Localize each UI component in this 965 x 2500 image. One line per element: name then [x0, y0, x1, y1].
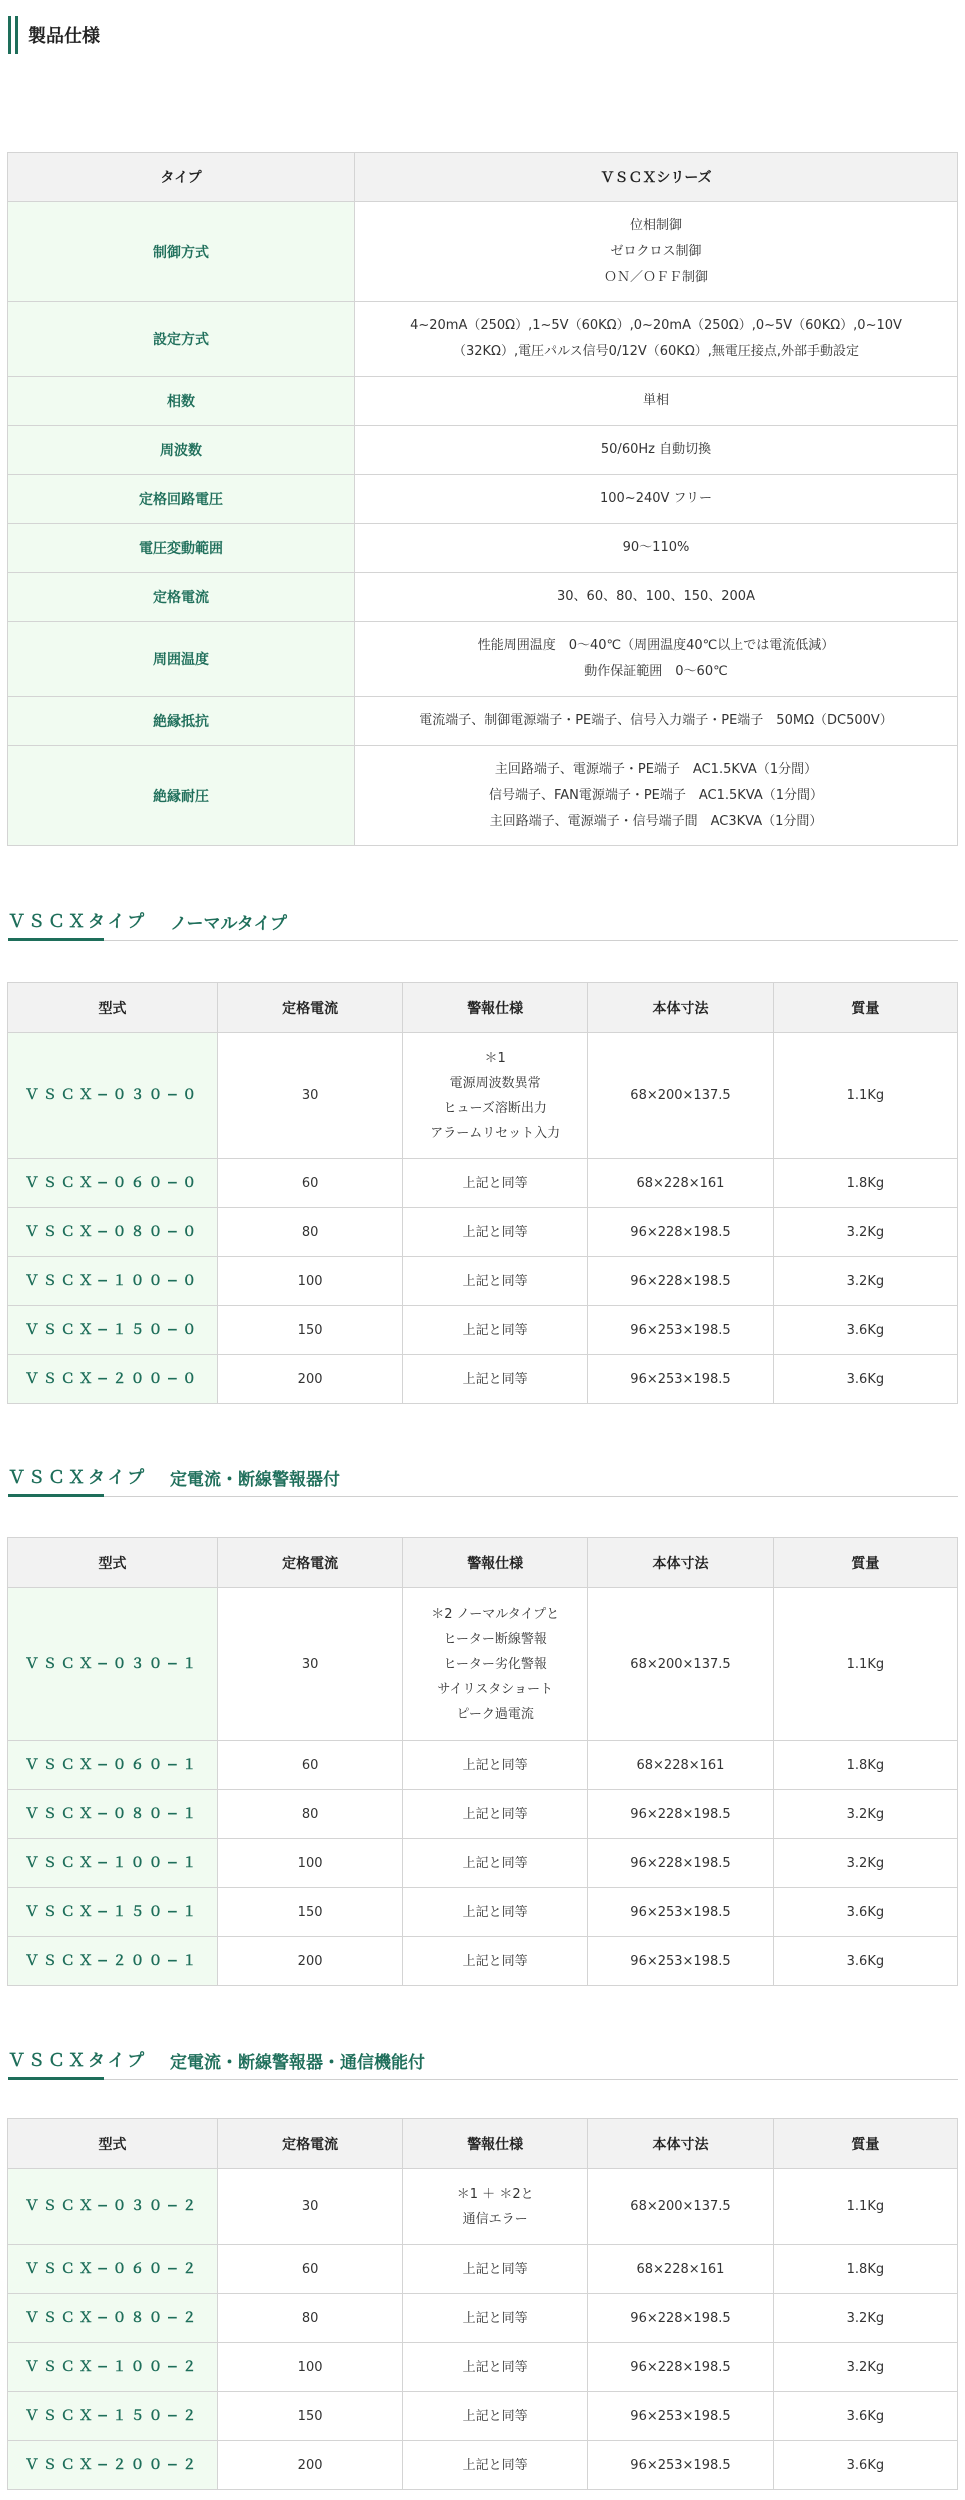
- model-row: [8, 1839, 958, 1888]
- mass-cell: 3.2Kg: [773, 2294, 957, 2343]
- alarm-cell: [403, 1839, 588, 1888]
- mass-cell: 3.2Kg: [773, 1839, 957, 1888]
- size-cell: 96×253×198.5: [588, 1888, 774, 1937]
- alarm-cell: [403, 1306, 588, 1355]
- spec-value: [355, 573, 958, 622]
- section-subtitle: ノーマルタイプ: [170, 914, 287, 934]
- model-cell: ＶＳＣＸ−２００−０: [8, 1355, 218, 1404]
- alarm-line: 上記と同等: [462, 1322, 528, 1338]
- model-row: [8, 1257, 958, 1306]
- model-cell: ＶＳＣＸ−０６０−２: [8, 2245, 218, 2294]
- spec-label: 電圧変動範囲: [8, 524, 355, 573]
- col-mass: 質量: [773, 983, 957, 1033]
- spec-table: [7, 152, 958, 846]
- model-row: [8, 1208, 958, 1257]
- spec-value-line: 動作保証範囲 0〜60℃: [584, 664, 728, 679]
- spec-row: [8, 622, 958, 697]
- col-model: 型式: [8, 2119, 218, 2169]
- col-size: 本体寸法: [588, 983, 774, 1033]
- size-cell: 68×228×161: [588, 1741, 774, 1790]
- spec-value: [355, 622, 958, 697]
- spec-row: [8, 426, 958, 475]
- current-cell: 100: [218, 2343, 403, 2392]
- alarm-line: 上記と同等: [462, 1371, 528, 1387]
- spec-value-line: ＯＮ／ＯＦＦ制御: [603, 269, 708, 285]
- size-cell: 96×253×198.5: [588, 2441, 774, 2490]
- spec-value-line: 50/60Hz 自動切換: [600, 442, 712, 457]
- alarm-cell: [403, 1790, 588, 1839]
- alarm-cell: [403, 1588, 588, 1741]
- alarm-line: ピーク過電流: [456, 1706, 534, 1722]
- spec-value: [355, 697, 958, 746]
- section-type-label: ＶＳＣＸタイプ: [8, 1463, 104, 1497]
- spec-label: 絶縁抵抗: [8, 697, 355, 746]
- spec-label: 制御方式: [8, 202, 355, 302]
- current-cell: 60: [218, 2245, 403, 2294]
- alarm-line: ヒューズ溶断出力: [443, 1100, 547, 1116]
- spec-row: [8, 746, 958, 846]
- alarm-line: 上記と同等: [462, 2359, 528, 2375]
- col-current: 定格電流: [218, 1538, 403, 1588]
- section-heading-constant-current: [8, 1460, 958, 1497]
- current-cell: 30: [218, 2169, 403, 2245]
- spec-row: [8, 524, 958, 573]
- model-header-row: [8, 983, 958, 1033]
- model-cell: ＶＳＣＸ−０３０−１: [8, 1588, 218, 1741]
- spec-value-line: 電流端子、制御電源端子・PE端子、信号入力端子・PE端子 50MΩ（DC500V）: [419, 713, 893, 728]
- size-cell: 96×228×198.5: [588, 2343, 774, 2392]
- col-current: 定格電流: [218, 2119, 403, 2169]
- spec-row: [8, 475, 958, 524]
- model-cell: ＶＳＣＸ−０８０−１: [8, 1790, 218, 1839]
- size-cell: 96×253×198.5: [588, 1355, 774, 1404]
- spec-value-line: ゼロクロス制御: [610, 243, 702, 259]
- size-cell: 68×200×137.5: [588, 2169, 774, 2245]
- spec-header-type: タイプ: [8, 153, 355, 202]
- alarm-line: 上記と同等: [462, 1904, 528, 1920]
- model-row: [8, 1741, 958, 1790]
- current-cell: 150: [218, 2392, 403, 2441]
- alarm-line: 上記と同等: [462, 2408, 528, 2424]
- spec-label: 相数: [8, 377, 355, 426]
- size-cell: 96×228×198.5: [588, 1839, 774, 1888]
- alarm-line: ヒーター断線警報: [443, 1631, 547, 1647]
- model-cell: ＶＳＣＸ−１５０−１: [8, 1888, 218, 1937]
- current-cell: 150: [218, 1306, 403, 1355]
- size-cell: 96×228×198.5: [588, 1208, 774, 1257]
- col-alarm: 警報仕様: [403, 2119, 588, 2169]
- col-size: 本体寸法: [588, 1538, 774, 1588]
- size-cell: 68×228×161: [588, 2245, 774, 2294]
- model-cell: ＶＳＣＸ−１００−２: [8, 2343, 218, 2392]
- col-current: 定格電流: [218, 983, 403, 1033]
- mass-cell: 3.2Kg: [773, 1257, 957, 1306]
- model-row: [8, 2245, 958, 2294]
- model-table-normal: [7, 982, 958, 1404]
- model-row: [8, 1306, 958, 1355]
- alarm-cell: [403, 1159, 588, 1208]
- spec-value-line: 単相: [642, 393, 669, 408]
- alarm-line: 上記と同等: [462, 1175, 528, 1191]
- size-cell: 68×228×161: [588, 1159, 774, 1208]
- current-cell: 200: [218, 1355, 403, 1404]
- col-model: 型式: [8, 1538, 218, 1588]
- spec-row: [8, 202, 958, 302]
- spec-row: [8, 302, 958, 377]
- size-cell: 68×200×137.5: [588, 1033, 774, 1159]
- mass-cell: 3.6Kg: [773, 1355, 957, 1404]
- col-mass: 質量: [773, 1538, 957, 1588]
- spec-header-series: ＶＳＣＸシリーズ: [355, 153, 958, 202]
- page-title: [8, 15, 100, 55]
- alarm-line: 上記と同等: [462, 2457, 528, 2473]
- mass-cell: 3.2Kg: [773, 2343, 957, 2392]
- current-cell: 100: [218, 1839, 403, 1888]
- alarm-line: 上記と同等: [462, 2310, 528, 2326]
- size-cell: 96×253×198.5: [588, 2392, 774, 2441]
- size-cell: 96×253×198.5: [588, 1937, 774, 1986]
- model-row: [8, 1355, 958, 1404]
- alarm-line: サイリスタショート: [437, 1681, 553, 1697]
- alarm-line: 電源周波数異常: [449, 1075, 541, 1091]
- spec-label: 周波数: [8, 426, 355, 475]
- model-row: [8, 2392, 958, 2441]
- page-title-text: 製品仕様: [28, 26, 100, 47]
- model-cell: ＶＳＣＸ−１００−１: [8, 1839, 218, 1888]
- mass-cell: 3.6Kg: [773, 1888, 957, 1937]
- current-cell: 80: [218, 2294, 403, 2343]
- spec-value-line: 主回路端子、電源端子・信号端子間 AC3KVA（1分間）: [489, 813, 823, 829]
- alarm-cell: [403, 2392, 588, 2441]
- spec-value: [355, 426, 958, 475]
- spec-label: 設定方式: [8, 302, 355, 377]
- alarm-cell: [403, 2169, 588, 2245]
- alarm-line: アラームリセット入力: [430, 1125, 561, 1141]
- spec-row: [8, 697, 958, 746]
- model-cell: ＶＳＣＸ−０６０−０: [8, 1159, 218, 1208]
- model-row: [8, 2441, 958, 2490]
- spec-value: [355, 302, 958, 377]
- alarm-cell: [403, 1741, 588, 1790]
- title-accent-bar: [8, 16, 18, 54]
- spec-value-line: （32KΩ）,電圧パルス信号0/12V（60KΩ）,無電圧接点,外部手動設定: [452, 344, 860, 359]
- alarm-line: 上記と同等: [462, 1273, 528, 1289]
- alarm-cell: [403, 1355, 588, 1404]
- alarm-cell: [403, 1937, 588, 1986]
- spec-value: [355, 524, 958, 573]
- alarm-line: ＊1 ＋ ＊2と: [456, 2186, 534, 2202]
- mass-cell: 1.8Kg: [773, 2245, 957, 2294]
- alarm-cell: [403, 1257, 588, 1306]
- mass-cell: 3.6Kg: [773, 2441, 957, 2490]
- alarm-cell: [403, 2441, 588, 2490]
- spec-header-row: [8, 153, 958, 202]
- model-cell: ＶＳＣＸ−１００−０: [8, 1257, 218, 1306]
- spec-label: 定格電流: [8, 573, 355, 622]
- col-model: 型式: [8, 983, 218, 1033]
- current-cell: 100: [218, 1257, 403, 1306]
- spec-row: [8, 377, 958, 426]
- alarm-cell: [403, 2343, 588, 2392]
- model-cell: ＶＳＣＸ−０６０−１: [8, 1741, 218, 1790]
- spec-label: 絶縁耐圧: [8, 746, 355, 846]
- current-cell: 80: [218, 1208, 403, 1257]
- model-row: [8, 2169, 958, 2245]
- model-cell: ＶＳＣＸ−０３０−２: [8, 2169, 218, 2245]
- current-cell: 200: [218, 2441, 403, 2490]
- spec-value: [355, 746, 958, 846]
- size-cell: 96×228×198.5: [588, 1790, 774, 1839]
- col-mass: 質量: [773, 2119, 957, 2169]
- mass-cell: 1.8Kg: [773, 1159, 957, 1208]
- model-row: [8, 2343, 958, 2392]
- alarm-cell: [403, 2294, 588, 2343]
- model-cell: ＶＳＣＸ−１５０−０: [8, 1306, 218, 1355]
- mass-cell: 1.1Kg: [773, 1588, 957, 1741]
- current-cell: 150: [218, 1888, 403, 1937]
- spec-value-line: 主回路端子、電源端子・PE端子 AC1.5KVA（1分間）: [494, 761, 818, 777]
- model-cell: ＶＳＣＸ−０３０−０: [8, 1033, 218, 1159]
- current-cell: 200: [218, 1937, 403, 1986]
- mass-cell: 1.1Kg: [773, 2169, 957, 2245]
- current-cell: 30: [218, 1033, 403, 1159]
- model-row: [8, 2294, 958, 2343]
- current-cell: 30: [218, 1588, 403, 1741]
- spec-value-line: 性能周囲温度 0〜40℃（周囲温度40℃以上では電流低減）: [477, 638, 835, 653]
- model-row: [8, 1033, 958, 1159]
- mass-cell: 1.8Kg: [773, 1741, 957, 1790]
- section-heading-normal: [8, 904, 958, 941]
- alarm-cell: [403, 2245, 588, 2294]
- size-cell: 96×228×198.5: [588, 1257, 774, 1306]
- current-cell: 60: [218, 1741, 403, 1790]
- alarm-line: ヒーター劣化警報: [443, 1656, 547, 1672]
- spec-value-line: 30、60、80、100、150、200A: [557, 589, 755, 604]
- section-type-label: ＶＳＣＸタイプ: [8, 2046, 104, 2080]
- alarm-line: 上記と同等: [462, 2261, 528, 2277]
- model-cell: ＶＳＣＸ−１５０−２: [8, 2392, 218, 2441]
- model-row: [8, 1888, 958, 1937]
- spec-value: [355, 475, 958, 524]
- spec-value: [355, 377, 958, 426]
- mass-cell: 3.6Kg: [773, 1937, 957, 1986]
- spec-value-line: 位相制御: [629, 217, 682, 233]
- model-header-row: [8, 2119, 958, 2169]
- alarm-cell: [403, 1033, 588, 1159]
- col-alarm: 警報仕様: [403, 983, 588, 1033]
- spec-value-line: 100~240V フリー: [599, 491, 713, 506]
- alarm-line: 上記と同等: [462, 1806, 528, 1822]
- spec-value-line: 90〜110%: [622, 540, 690, 555]
- mass-cell: 3.6Kg: [773, 2392, 957, 2441]
- col-alarm: 警報仕様: [403, 1538, 588, 1588]
- alarm-line: ＊2 ノーマルタイプと: [431, 1606, 560, 1622]
- spec-value-line: 4~20mA（250Ω）,1~5V（60KΩ）,0~20mA（250Ω）,0~5V（60KΩ）,0~10V: [410, 318, 902, 333]
- alarm-line: 通信エラー: [462, 2211, 528, 2227]
- current-cell: 80: [218, 1790, 403, 1839]
- section-subtitle: 定電流・断線警報器・通信機能付: [170, 2053, 425, 2073]
- alarm-line: 上記と同等: [462, 1855, 528, 1871]
- spec-label: 周囲温度: [8, 622, 355, 697]
- alarm-line: 上記と同等: [462, 1757, 528, 1773]
- spec-value: [355, 202, 958, 302]
- alarm-cell: [403, 1888, 588, 1937]
- size-cell: 96×228×198.5: [588, 2294, 774, 2343]
- spec-label: 定格回路電圧: [8, 475, 355, 524]
- alarm-line: 上記と同等: [462, 1224, 528, 1240]
- alarm-line: 上記と同等: [462, 1953, 528, 1969]
- model-row: [8, 1159, 958, 1208]
- model-row: [8, 1790, 958, 1839]
- mass-cell: 3.6Kg: [773, 1306, 957, 1355]
- mass-cell: 1.1Kg: [773, 1033, 957, 1159]
- mass-cell: 3.2Kg: [773, 1208, 957, 1257]
- model-row: [8, 1937, 958, 1986]
- model-table-communication: [7, 2118, 958, 2490]
- model-cell: ＶＳＣＸ−０８０−２: [8, 2294, 218, 2343]
- model-cell: ＶＳＣＸ−０８０−０: [8, 1208, 218, 1257]
- size-cell: 68×200×137.5: [588, 1588, 774, 1741]
- model-cell: ＶＳＣＸ−２００−２: [8, 2441, 218, 2490]
- mass-cell: 3.2Kg: [773, 1790, 957, 1839]
- spec-value-line: 信号端子、FAN電源端子・PE端子 AC1.5KVA（1分間）: [488, 787, 824, 803]
- section-subtitle: 定電流・断線警報器付: [170, 1470, 340, 1490]
- alarm-cell: [403, 1208, 588, 1257]
- model-cell: ＶＳＣＸ−２００−１: [8, 1937, 218, 1986]
- current-cell: 60: [218, 1159, 403, 1208]
- model-row: [8, 1588, 958, 1741]
- model-table-constant-current: [7, 1537, 958, 1986]
- size-cell: 96×253×198.5: [588, 1306, 774, 1355]
- spec-row: [8, 573, 958, 622]
- section-heading-communication: [8, 2043, 958, 2080]
- alarm-line: ＊1: [484, 1050, 506, 1066]
- model-header-row: [8, 1538, 958, 1588]
- section-type-label: ＶＳＣＸタイプ: [8, 907, 104, 941]
- col-size: 本体寸法: [588, 2119, 774, 2169]
